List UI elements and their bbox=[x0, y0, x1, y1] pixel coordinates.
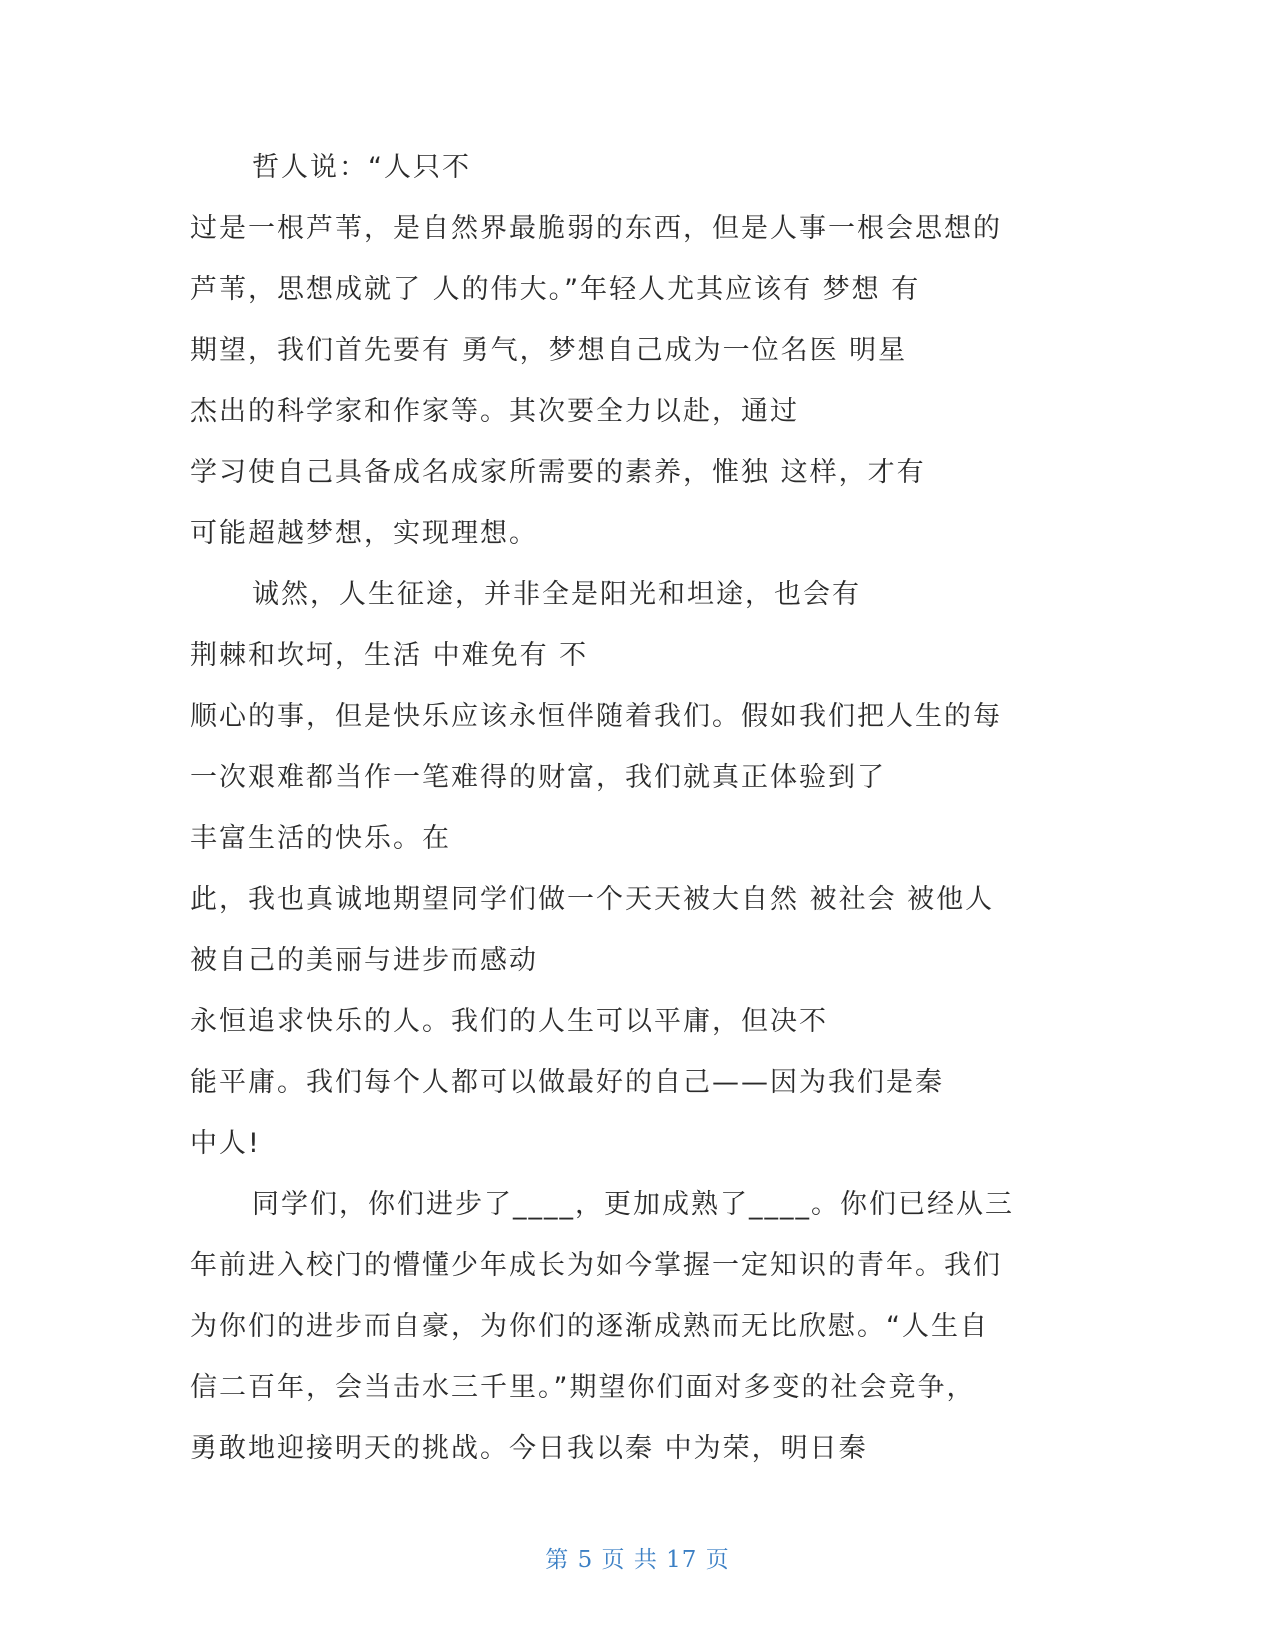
paragraph-line: 顺心的事，但是快乐应该永恒伴随着我们。假如我们把人生的每 bbox=[190, 701, 1002, 732]
paragraph-line: 期望，我们首先要有 勇气，梦想自己成为一位名医 明星 bbox=[190, 335, 908, 366]
document-body bbox=[190, 148, 1090, 1490]
paragraph-line: 学习使自己具备成名成家所需要的素养，惟独 这样，才有 bbox=[190, 457, 926, 488]
paragraph-line: 被自己的美丽与进步而感动 bbox=[190, 945, 538, 976]
paragraph-line: 过是一根芦苇，是自然界最脆弱的东西，但是人事一根会思想的 bbox=[190, 213, 1002, 244]
paragraph-line: 同学们，你们进步了____，更加成熟了____。你们已经从三 bbox=[252, 1189, 1014, 1220]
paragraph-line: 年前进入校门的懵懂少年成长为如今掌握一定知识的青年。我们 bbox=[190, 1250, 1002, 1281]
paragraph-line: 永恒追求快乐的人。我们的人生可以平庸，但决不 bbox=[190, 1006, 828, 1037]
paragraph-line: 哲人说：“人只不 bbox=[252, 152, 471, 183]
paragraph-line: 诚然，人生征途，并非全是阳光和坦途，也会有 bbox=[252, 579, 861, 610]
paragraph-line: 能平庸。我们每个人都可以做最好的自己——因为我们是秦 bbox=[190, 1067, 944, 1098]
paragraph-line: 丰富生活的快乐。在 bbox=[190, 823, 451, 854]
paragraph-line: 中人! bbox=[190, 1128, 261, 1159]
paragraph-line: 一次艰难都当作一笔难得的财富，我们就真正体验到了 bbox=[190, 762, 886, 793]
paragraph-line: 为你们的进步而自豪，为你们的逐渐成熟而无比欣慰。“人生自 bbox=[190, 1311, 989, 1342]
paragraph-line: 勇敢地迎接明天的挑战。今日我以秦 中为荣，明日秦 bbox=[190, 1433, 868, 1464]
paragraph-line: 芦苇，思想成就了 人的伟大。”年轻人尤其应该有 梦想 有 bbox=[190, 274, 921, 305]
page-footer: 第 5 页 共 17 页 bbox=[545, 1547, 730, 1573]
paragraph-line: 可能超越梦想，实现理想。 bbox=[190, 518, 538, 549]
paragraph-line: 杰出的科学家和作家等。其次要全力以赴，通过 bbox=[190, 396, 799, 427]
paragraph-line: 荆棘和坎坷，生活 中难免有 不 bbox=[190, 640, 589, 671]
paragraph-line: 此，我也真诚地期望同学们做一个天天被大自然 被社会 被他人 bbox=[190, 884, 995, 915]
paragraph-line: 信二百年，会当击水三千里。”期望你们面对多变的社会竞争， bbox=[190, 1372, 976, 1403]
